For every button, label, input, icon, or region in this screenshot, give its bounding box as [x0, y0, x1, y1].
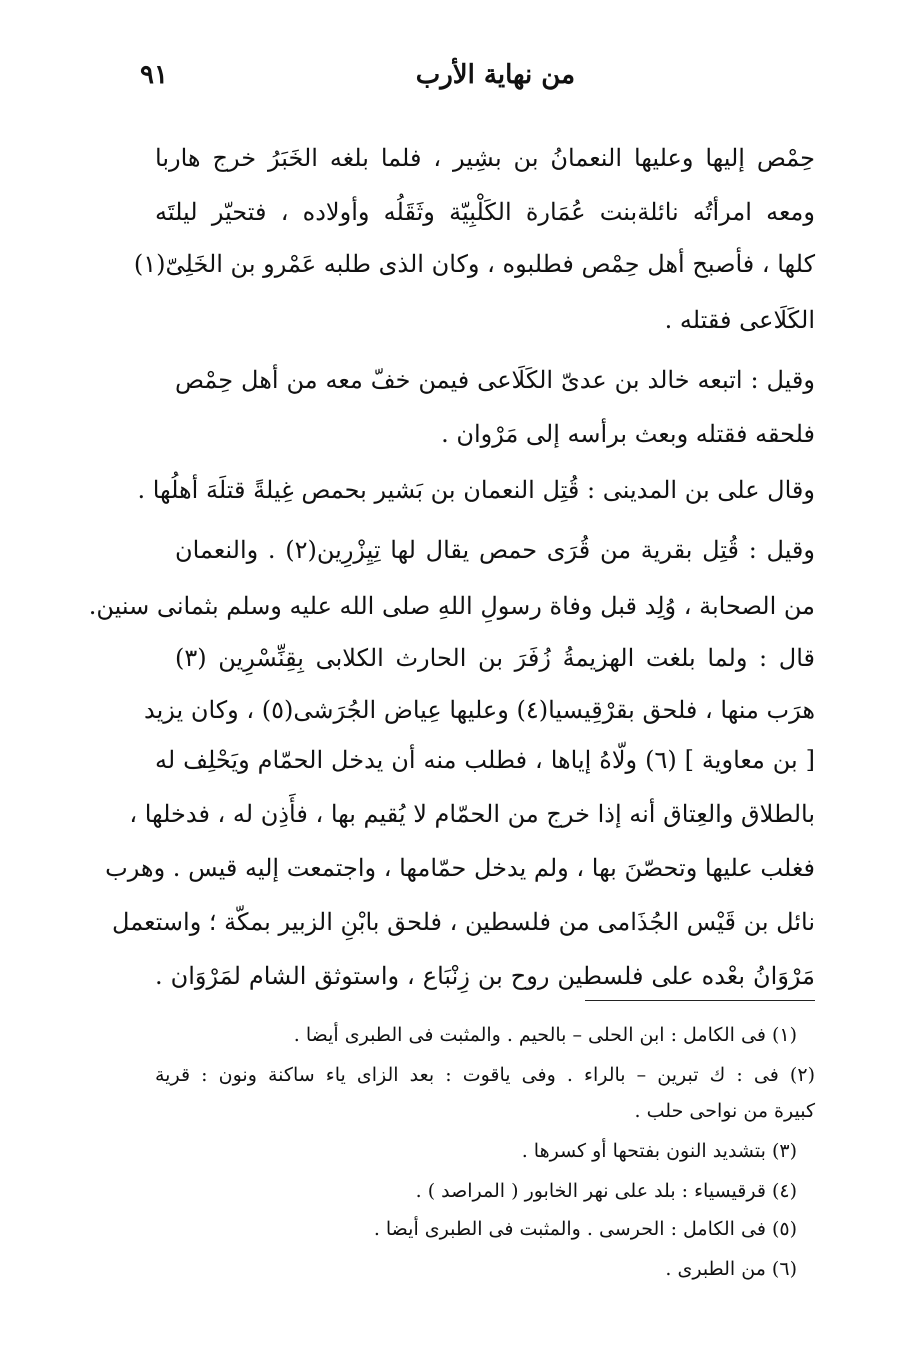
text-line: مَرْوَانُ بعْده على فلسطين روح بن زِنْبَاع ، واستوثق الشام لمَرْوَان .: [155, 962, 816, 990]
text-line: نائل بن قَيْس الجُذَامى من فلسطين ، فلحق بابْنِ الزبير بمكّة ؛ واستعمل: [112, 908, 815, 936]
text-line: حِمْص إليها وعليها النعمانُ بن بشِير ، فلما بلغه الخَبَرُ خرج هاربا: [155, 144, 815, 172]
footnote: (٥) فى الكامل : الحرسى . والمثبت فى الطبرى أيضا .: [373, 1218, 797, 1240]
running-title: من نهاية الأرب: [415, 60, 575, 90]
running-head: [140, 58, 790, 98]
text-line: بالطلاق والعِتاق أنه إذا خرج من الحمّام لا يُقيم بها ، فأَذِن له ، فدخلها ،: [129, 800, 815, 828]
text-line: [ بن معاوية ] (٦) ولّاهُ إياها ، فطلب منه أن يدخل الحمّام ويَحْلِف له: [155, 746, 815, 774]
text-line: وقال على بن المدينى : قُتِل النعمان بن بَشير بحمص غِيلةً قتلَهَ أهلُها .: [137, 476, 815, 504]
text-line: قال : ولما بلغت الهزيمةُ زُفَرَ بن الحارث الكلابى بِقِنِّسْرِين (٣): [175, 644, 815, 672]
text-line: وقيل : قُتِل بقرية من قُرَى حمص يقال لها تِيِزْرِين(٢) . والنعمان: [175, 536, 815, 564]
footnote: (٣) بتشديد النون بفتحها أو كسرها .: [521, 1140, 797, 1162]
text-line: هرَب منها ، فلحق بقرْقِيسيا(٤) وعليها عِياض الجُرَشى(٥) ، وكان يزيد: [143, 696, 815, 724]
text-line: كلها ، فأصبح أهل حِمْص فطلبوه ، وكان الذى طلبه عَمْرو بن الخَلِىّ(١): [133, 250, 815, 278]
footnote: (١) فى الكامل : ابن الحلى – بالحيم . والمثبت فى الطبرى أيضا .: [293, 1024, 797, 1046]
page-number: ٩١: [140, 60, 168, 90]
text-line: فلحقه فقتله وبعث برأسه إلى مَرْوان .: [441, 420, 815, 448]
text-line: ومعه امرأتُه نائلةبنت عُمَارة الكَلْبِيّة وثَقَلُه وأولاده ، فتحيّر ليلتَه: [155, 198, 815, 226]
footnote-continuation: كبيرة من نواحى حلب .: [634, 1100, 815, 1122]
footnote: (٢) فى : ك تبرين – بالراء . وفى ياقوت : بعد الزاى ياء ساكنة ونون : قرية: [155, 1064, 815, 1086]
footnote: (٦) من الطبرى .: [665, 1258, 797, 1280]
text-line: من الصحابة ، وُلِد قبل وفاة رسولِ اللهِ صلى الله عليه وسلم بثمانى سنين.: [88, 592, 815, 620]
footnote-rule: [585, 1000, 815, 1001]
text-line: الكَلَاعى فقتله .: [664, 306, 815, 334]
text-line: وقيل : اتبعه خالد بن عدىّ الكَلَاعى فيمن خفّ معه من أهل حِمْص: [175, 366, 815, 394]
text-line: فغلب عليها وتحصّنَ بها ، ولم يدخل حمّامها ، واجتمعت إليه قيس . وهرب: [105, 854, 815, 882]
footnote: (٤) قرقيسياء : بلد على نهر الخابور ( المراصد ) .: [415, 1180, 797, 1202]
